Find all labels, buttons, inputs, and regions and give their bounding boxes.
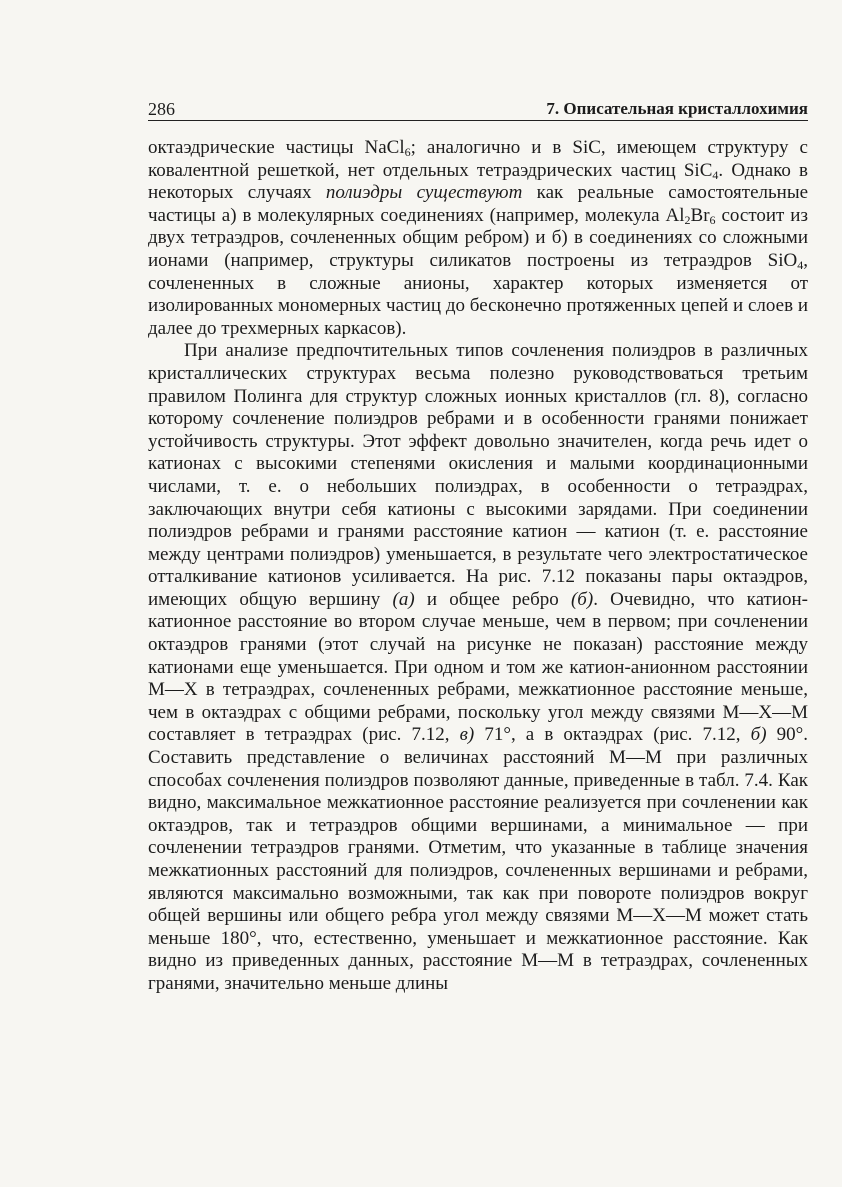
body-text [148,137,808,996]
running-head: 7. Описательная кристаллохимия [546,99,808,118]
paragraph-2: При анализе предпочтительных типов сочленения полиэдров в различных кристаллических структурах весьма полезно руководствоваться третьим правилом Полинга для структур сложных ионных кристаллов (гл. 8), согласно которому сочленение полиэдров ребрами и в особенности гранями понижает устойчивость структуры. Этот эффект довольно значителен, когда речь идет о катионах с высокими степенями окисления и малыми координационными числами, т. е. о небольших полиэдрах, в особенности о тетраэдрах, заключающих внутри себя катионы с высокими зарядами. При соединении полиэдров ребрами и гранями расстояние катион — катион (т. е. расстояние между центрами полиэдров) уменьшается, в результате чего электростатическое отталкивание катионов усиливается. На рис. 7.12 показаны пары октаэдров, имеющих общую вершину (а) и общее ребро (б). Очевидно, что катион-катионное расстояние во втором случае меньше, чем в первом; при сочленении октаэдров гранями (этот случай на рисунке не показан) расстояние между катионами еще уменьшается. При одном и том же катион-анионном расстоянии M—X в тетраэдрах, сочлененных ребрами, межкатионное расстояние меньше, чем в октаэдрах с общими ребрами, поскольку угол между связями M—X—M составляет в тетраэдрах (рис. 7.12, в) 71°, а в октаэдрах (рис. 7.12, б) 90°. Составить представление о величинах расстояний M—M при различных способах сочленения полиэдров позволяют данные, приведенные в табл. 7.4. Как видно, максимальное межкатионное расстояние реализуется при сочленении как октаэдров, так и тетраэдров общими вершинами, а минимальное — при сочленении тетраэдров гранями. Отметим, что указанные в таблице значения межкатионных расстояний для полиэдров, сочлененных вершинами и ребрами, являются максимально возможными, так как при повороте полиэдров вокруг общей вершины или общего ребра угол между связями M—X—M может стать меньше 180°, что, естественно, уменьшает и межкатионное расстояние. Как видно из приведенных данных, расстояние M—M в тетраэдрах, сочлененных гранями, значительно меньше длины [148,340,808,994]
page-number: 286 [148,99,175,119]
italic-emphasis: полиэдры существуют [325,182,523,204]
page-header [148,94,808,121]
paragraph-1: октаэдрические частицы NaCl$_6$; аналогично и в SiC, имеющем структуру с ковалентной решеткой, нет отдельных тетраэдрических частиц SiC$_4$. Однако в некоторых случаях полиэдры существуют как реальные самостоятельные частицы а) в молекулярных соединениях (например, молекула $Al_2Br_6$ состоит из двух тетраэдров, сочлененных общим ребром) и б) в соединениях со сложными ионами (например, структуры силикатов построены из тетраэдров SiO$_4$, сочлененных в сложные анионы, характер которых изменяется от изолированных мономерных частиц до бесконечно протяженных цепей и слоев и далее до трехмерных каркасов). [148,137,809,339]
